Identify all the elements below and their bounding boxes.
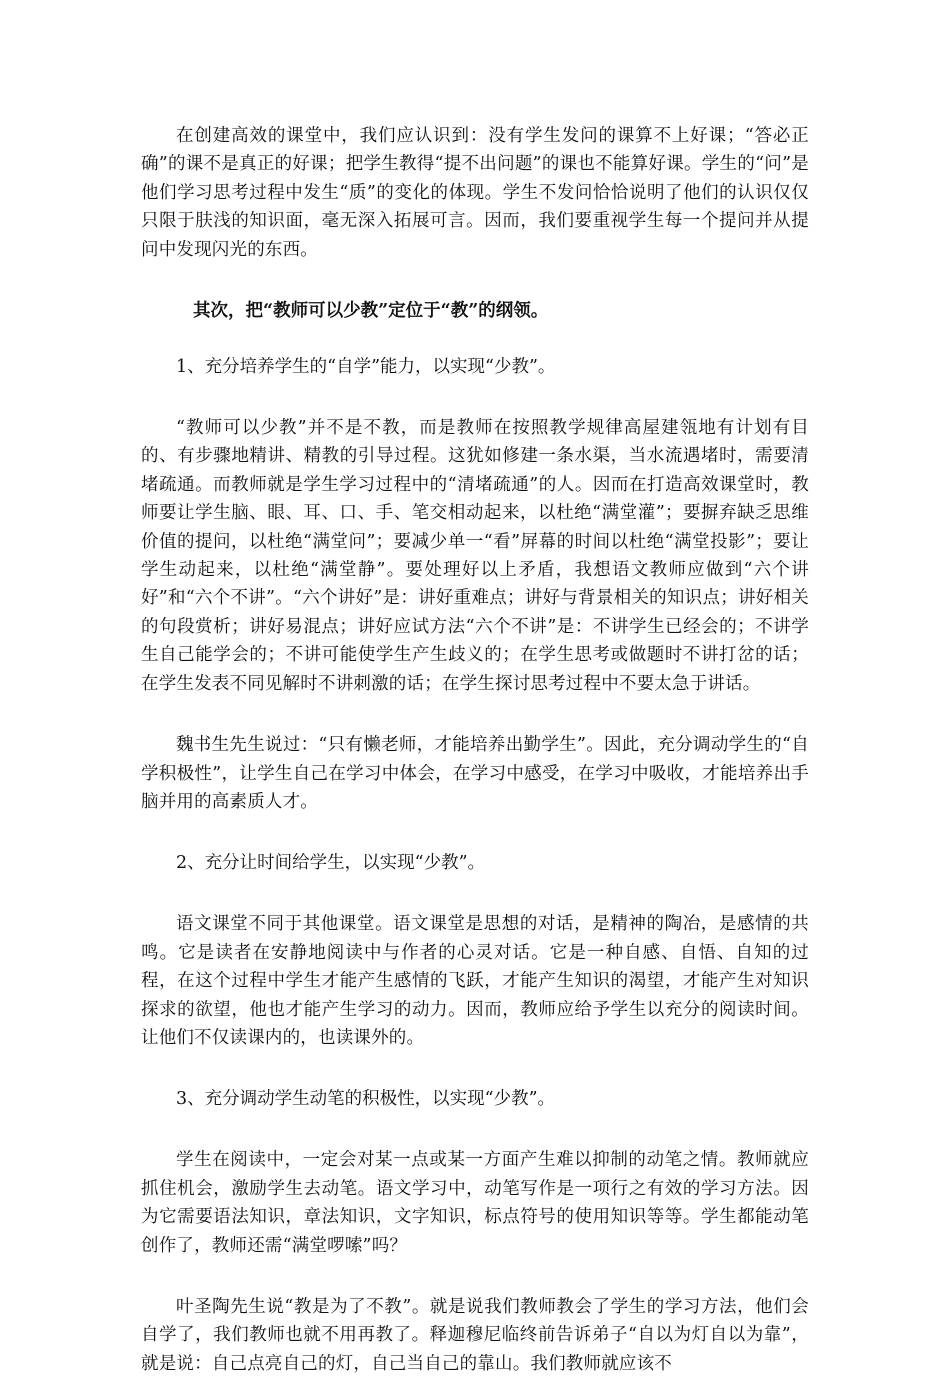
spacer xyxy=(141,877,809,910)
spacer xyxy=(141,816,809,849)
spacer xyxy=(141,1113,809,1146)
paragraph-intro: 在创建高效的课堂中，我们应认识到：没有学生发问的课算不上好课；“答必正确”的课不是真正的好课；把学生教得“提不出问题”的课也不能算好课。学生的“问”是他们学习思考过程中发生“质”的变化的体现。学生不发问恰恰说明了他们的认识仅仅只限于肤浅的知识面，毫无深入拓展可言。因而，我们要重视学生每一个提问并从提问中发现闪光的东西。 xyxy=(141,126,809,260)
paragraph-ye-shengtao: 叶圣陶先生说“教是为了不教”。就是说我们教师教会了学生的学习方法，他们会自学了，我们教师也就不用再教了。释迦穆尼临终前告诉弟子“自以为灯自以为靠”，就是说：自己点亮自己的灯，自己当自己的靠山。我们教师就应该不 xyxy=(141,1296,809,1374)
spacer xyxy=(141,264,809,297)
document-page xyxy=(141,122,809,1378)
spacer xyxy=(141,381,809,414)
spacer xyxy=(141,325,809,353)
spacer xyxy=(141,1260,809,1293)
subheading-3: 3、充分调动学生动笔的积极性，以实现“少教”。 xyxy=(176,1089,556,1110)
paragraph-reading-time: 语文课堂不同于其他课堂。语文课堂是思想的对话，是精神的陶冶，是感情的共鸣。它是读者在安静地阅读中与作者的心灵对话。它是一种自感、自悟、自知的过程，在这个过程中学生才能产生感情的飞跃，才能产生知识的渴望，才能产生对知识探求的欲望，他也才能产生学习的动力。因而，教师应给予学生以充分的阅读时间。让他们不仅读课内的，也读课外的。 xyxy=(141,914,809,1048)
paragraph-wei-shusheng: 魏书生先生说过：“只有懒老师，才能培养出勤学生”。因此，充分调动学生的“自学积极性”，让学生自己在学习中体会，在学习中感受，在学习中吸收，才能培养出手脑并用的高素质人才。 xyxy=(141,735,809,812)
spacer xyxy=(141,1052,809,1085)
paragraph-teach-less: “教师可以少教”并不是不教，而是教师在按照教学规律高屋建瓴地有计划有目的、有步骤地精讲、精教的引导过程。这犹如修建一条水渠，当水流遇堵时，需要清堵疏通。而教师就是学生学习过程中的“清堵疏通”的人。因而在打造高效课堂时，教师要让学生脑、眼、耳、口、手、笔交相动起来，以杜绝“满堂灌”；要摒弃缺乏思维价值的提问，以杜绝“满堂问”；要减少单一“看”屏幕的时间以杜绝“满堂投影”；要让学生动起来，以杜绝“满堂静”。要处理好以上矛盾，我想语文教师应做到“六个讲好”和“六个不讲”。“六个讲好”是：讲好重难点；讲好与背景相关的知识点；讲好相关的句段赏析；讲好易混点；讲好应试方法“六个不讲”是：不讲学生已经会的；不讲学生自己能学会的；不讲可能使学生产生歧义的；在学生思考或做题时不讲打岔的话；在学生发表不同见解时不讲刺激的话；在学生探讨思考过程中不要太急于讲话。 xyxy=(141,418,809,694)
subheading-2: 2、充分让时间给学生，以实现“少教”。 xyxy=(176,853,486,874)
paragraph-writing: 学生在阅读中，一定会对某一点或某一方面产生难以抑制的动笔之情。教师就应抓住机会，激励学生去动笔。语文学习中，动笔写作是一项行之有效的学习方法。因为它需要语法知识，章法知识，文字知识，标点符号的使用知识等等。学生都能动笔创作了，教师还需“满堂啰嗦”吗？ xyxy=(141,1150,809,1256)
subheading-1: 1、充分培养学生的“自学”能力，以实现“少教”。 xyxy=(176,357,556,378)
section-heading: 其次，把“教师可以少教”定位于“教”的纲领。 xyxy=(193,301,549,322)
spacer xyxy=(141,698,809,731)
